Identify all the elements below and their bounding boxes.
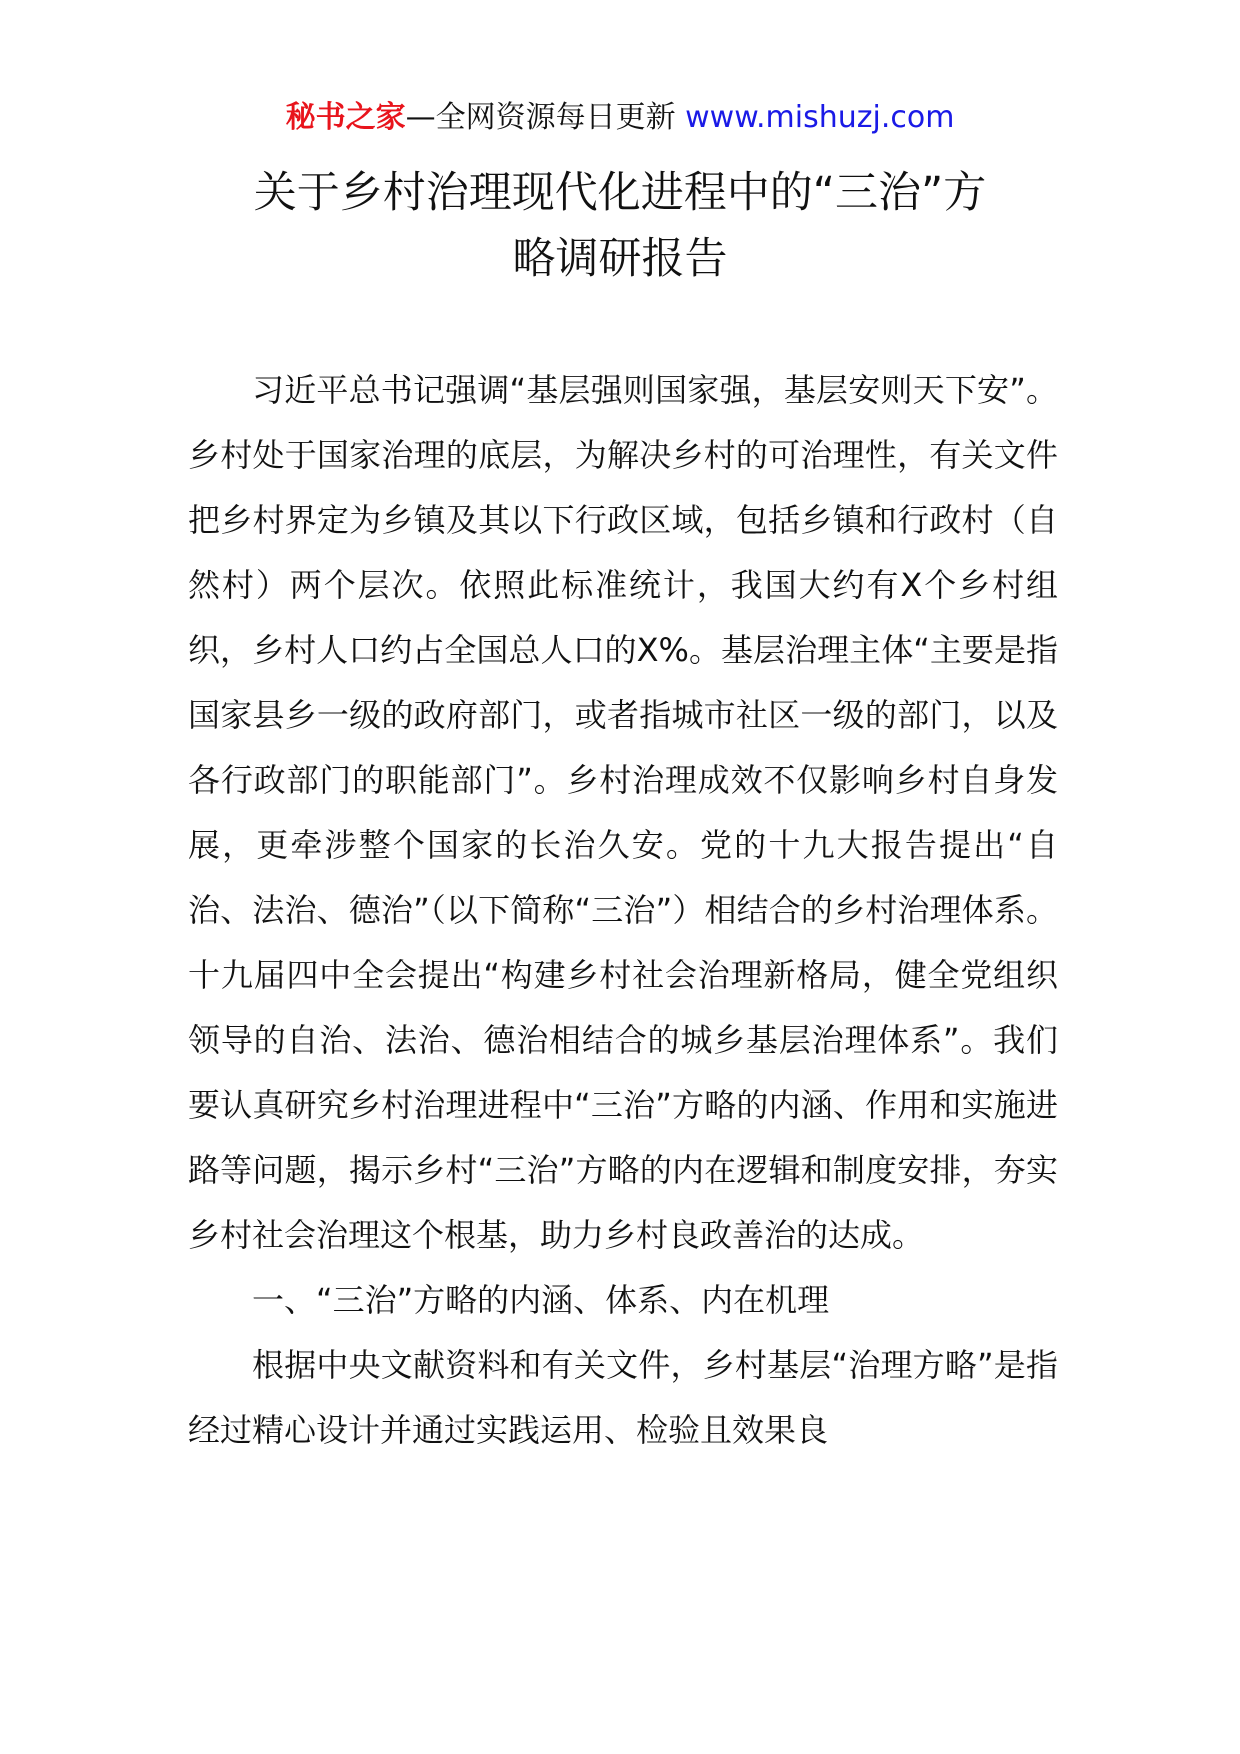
intro-paragraph: 习近平总书记强调“基层强则国家强，基层安则天下安”。乡村处于国家治理的底层，为解决乡村的可治理性，有关文件把乡村界定为乡镇及其以下行政区域，包括乡镇和行政村（自然村）两个层次。依照此标准统计，我国大约有X个乡村组织，乡村人口约占全国总人口的X%。基层治理主体“主要是指国家县乡一级的政府部门，或者指城市社区一级的部门，以及各行政部门的职能部门”。乡村治理成效不仅影响乡村自身发展，更牵涉整个国家的长治久安。党的十九大报告提出“自治、法治、德治”（以下简称“三治”）相结合的乡村治理体系。十九届四中全会提出“构建乡村社会治理新格局，健全党组织领导的自治、法治、德治相结合的城乡基层治理体系”。我们要认真研究乡村治理进程中“三治”方略的内涵、作用和实施进路等问题，揭示乡村“三治”方略的内在逻辑和制度安排，夯实乡村社会治理这个根基，助力乡村良政善治的达成。: [188, 371, 1058, 1254]
site-header: [0, 98, 1240, 138]
document-title-line-1: 关于乡村治理现代化进程中的“三治”方: [253, 168, 987, 218]
document-title: [160, 160, 1080, 292]
site-brand: 秘书之家: [285, 100, 406, 135]
document-title-line-2: 略调研报告: [512, 234, 728, 284]
section-heading-1: 一、“三治”方略的内涵、体系、内在机理: [252, 1281, 830, 1319]
section-1-paragraph: 根据中央文献资料和有关文件，乡村基层“治理方略”是指经过精心设计并通过实践运用、检验且效果良: [188, 1346, 1058, 1449]
document-body: [188, 358, 1058, 1463]
site-tagline: —全网资源每日更新: [405, 100, 686, 135]
site-url-link[interactable]: www.mishuzj.com: [685, 100, 955, 135]
